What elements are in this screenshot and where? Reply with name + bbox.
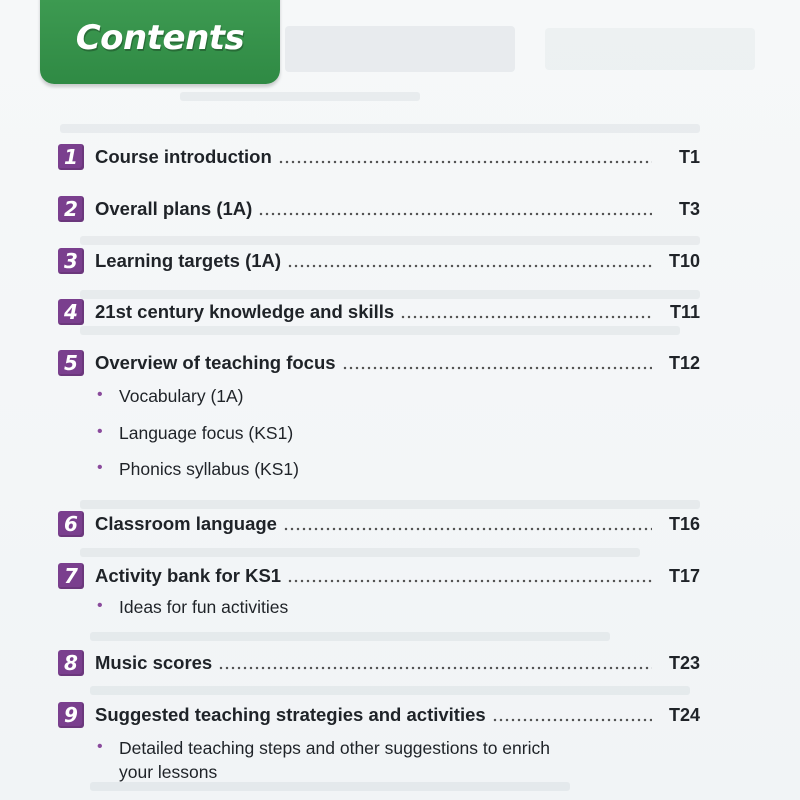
show-through-shape (285, 26, 515, 72)
toc-subitem-text: Ideas for fun activities (119, 597, 289, 617)
chapter-number-badge: 6 (58, 511, 84, 537)
toc-entry-title: Suggested teaching strategies and activities (95, 704, 486, 725)
show-through-line (80, 326, 680, 335)
bullet-icon: • (97, 423, 103, 440)
chapter-number-badge: 5 (58, 350, 84, 376)
toc-page-number: T10 (668, 250, 700, 271)
dot-leader (287, 579, 652, 583)
dot-leader (278, 160, 652, 164)
toc-entry-title: Learning targets (1A) (95, 250, 282, 271)
toc-page-number: T24 (668, 704, 700, 725)
show-through-line (90, 632, 610, 641)
toc-entry-7[interactable] (58, 561, 700, 591)
toc-entry-title: Music scores (95, 652, 213, 673)
toc-subitem[interactable] (97, 595, 288, 619)
show-through-line (80, 236, 700, 245)
toc-page-number: T11 (669, 301, 700, 322)
show-through-line (80, 548, 640, 557)
chapter-number-badge: 4 (58, 299, 84, 325)
bullet-icon: • (97, 386, 103, 403)
toc-entry-title: 21st century knowledge and skills (95, 301, 395, 322)
toc-subitem-text: Detailed teaching steps and other suggestions to enrich your lessons (119, 738, 550, 782)
chapter-number-badge: 2 (58, 196, 84, 222)
toc-subitem-text: Language focus (KS1) (119, 423, 294, 443)
chapter-number-badge: 1 (58, 144, 84, 170)
chapter-number-badge: 8 (58, 650, 84, 676)
toc-entry-5[interactable] (58, 348, 700, 378)
toc-subitem[interactable] (97, 421, 293, 445)
toc-entry-title: Classroom language (95, 513, 277, 534)
toc-entry-1[interactable] (58, 142, 700, 172)
contents-header-tab (40, 0, 280, 84)
toc-entry-9[interactable] (58, 700, 700, 730)
page-title: Contents (75, 18, 245, 58)
toc-entry-6[interactable] (58, 509, 700, 539)
toc-entry-title: Course introduction (95, 146, 272, 167)
toc-page-number: T23 (668, 652, 700, 673)
dot-leader (258, 212, 652, 216)
show-through-line (80, 500, 700, 509)
show-through-line (60, 124, 700, 133)
dot-leader (400, 315, 652, 319)
dot-leader (287, 264, 652, 268)
toc-entry-title: Overall plans (1A) (95, 198, 253, 219)
toc-page-number: T3 (678, 198, 700, 219)
toc-entry-4[interactable] (58, 297, 700, 327)
toc-entry-8[interactable] (58, 648, 700, 678)
chapter-number-badge: 7 (58, 563, 84, 589)
toc-page-number: T1 (678, 146, 700, 167)
show-through-line (90, 686, 690, 695)
dot-leader (283, 527, 652, 531)
dot-leader (342, 366, 652, 370)
toc-entry-2[interactable] (58, 194, 700, 224)
bullet-icon: • (97, 459, 103, 476)
chapter-number-badge: 3 (58, 248, 84, 274)
toc-subitem[interactable] (97, 457, 299, 481)
toc-page-number: T12 (668, 352, 700, 373)
toc-subitem[interactable] (97, 736, 567, 784)
show-through-line (180, 92, 420, 101)
bullet-icon: • (97, 738, 103, 755)
toc-subitem[interactable] (97, 384, 244, 408)
toc-subitem-text: Phonics syllabus (KS1) (119, 459, 299, 479)
dot-leader (218, 666, 652, 670)
toc-entry-title: Activity bank for KS1 (95, 565, 282, 586)
chapter-number-badge: 9 (58, 702, 84, 728)
dot-leader (492, 718, 652, 722)
toc-entry-title: Overview of teaching focus (95, 352, 336, 373)
toc-page-number: T17 (668, 565, 700, 586)
toc-subitem-text: Vocabulary (1A) (119, 386, 244, 406)
bullet-icon: • (97, 597, 103, 614)
toc-page-number: T16 (668, 513, 700, 534)
toc-entry-3[interactable] (58, 246, 700, 276)
show-through-shape (545, 28, 755, 70)
